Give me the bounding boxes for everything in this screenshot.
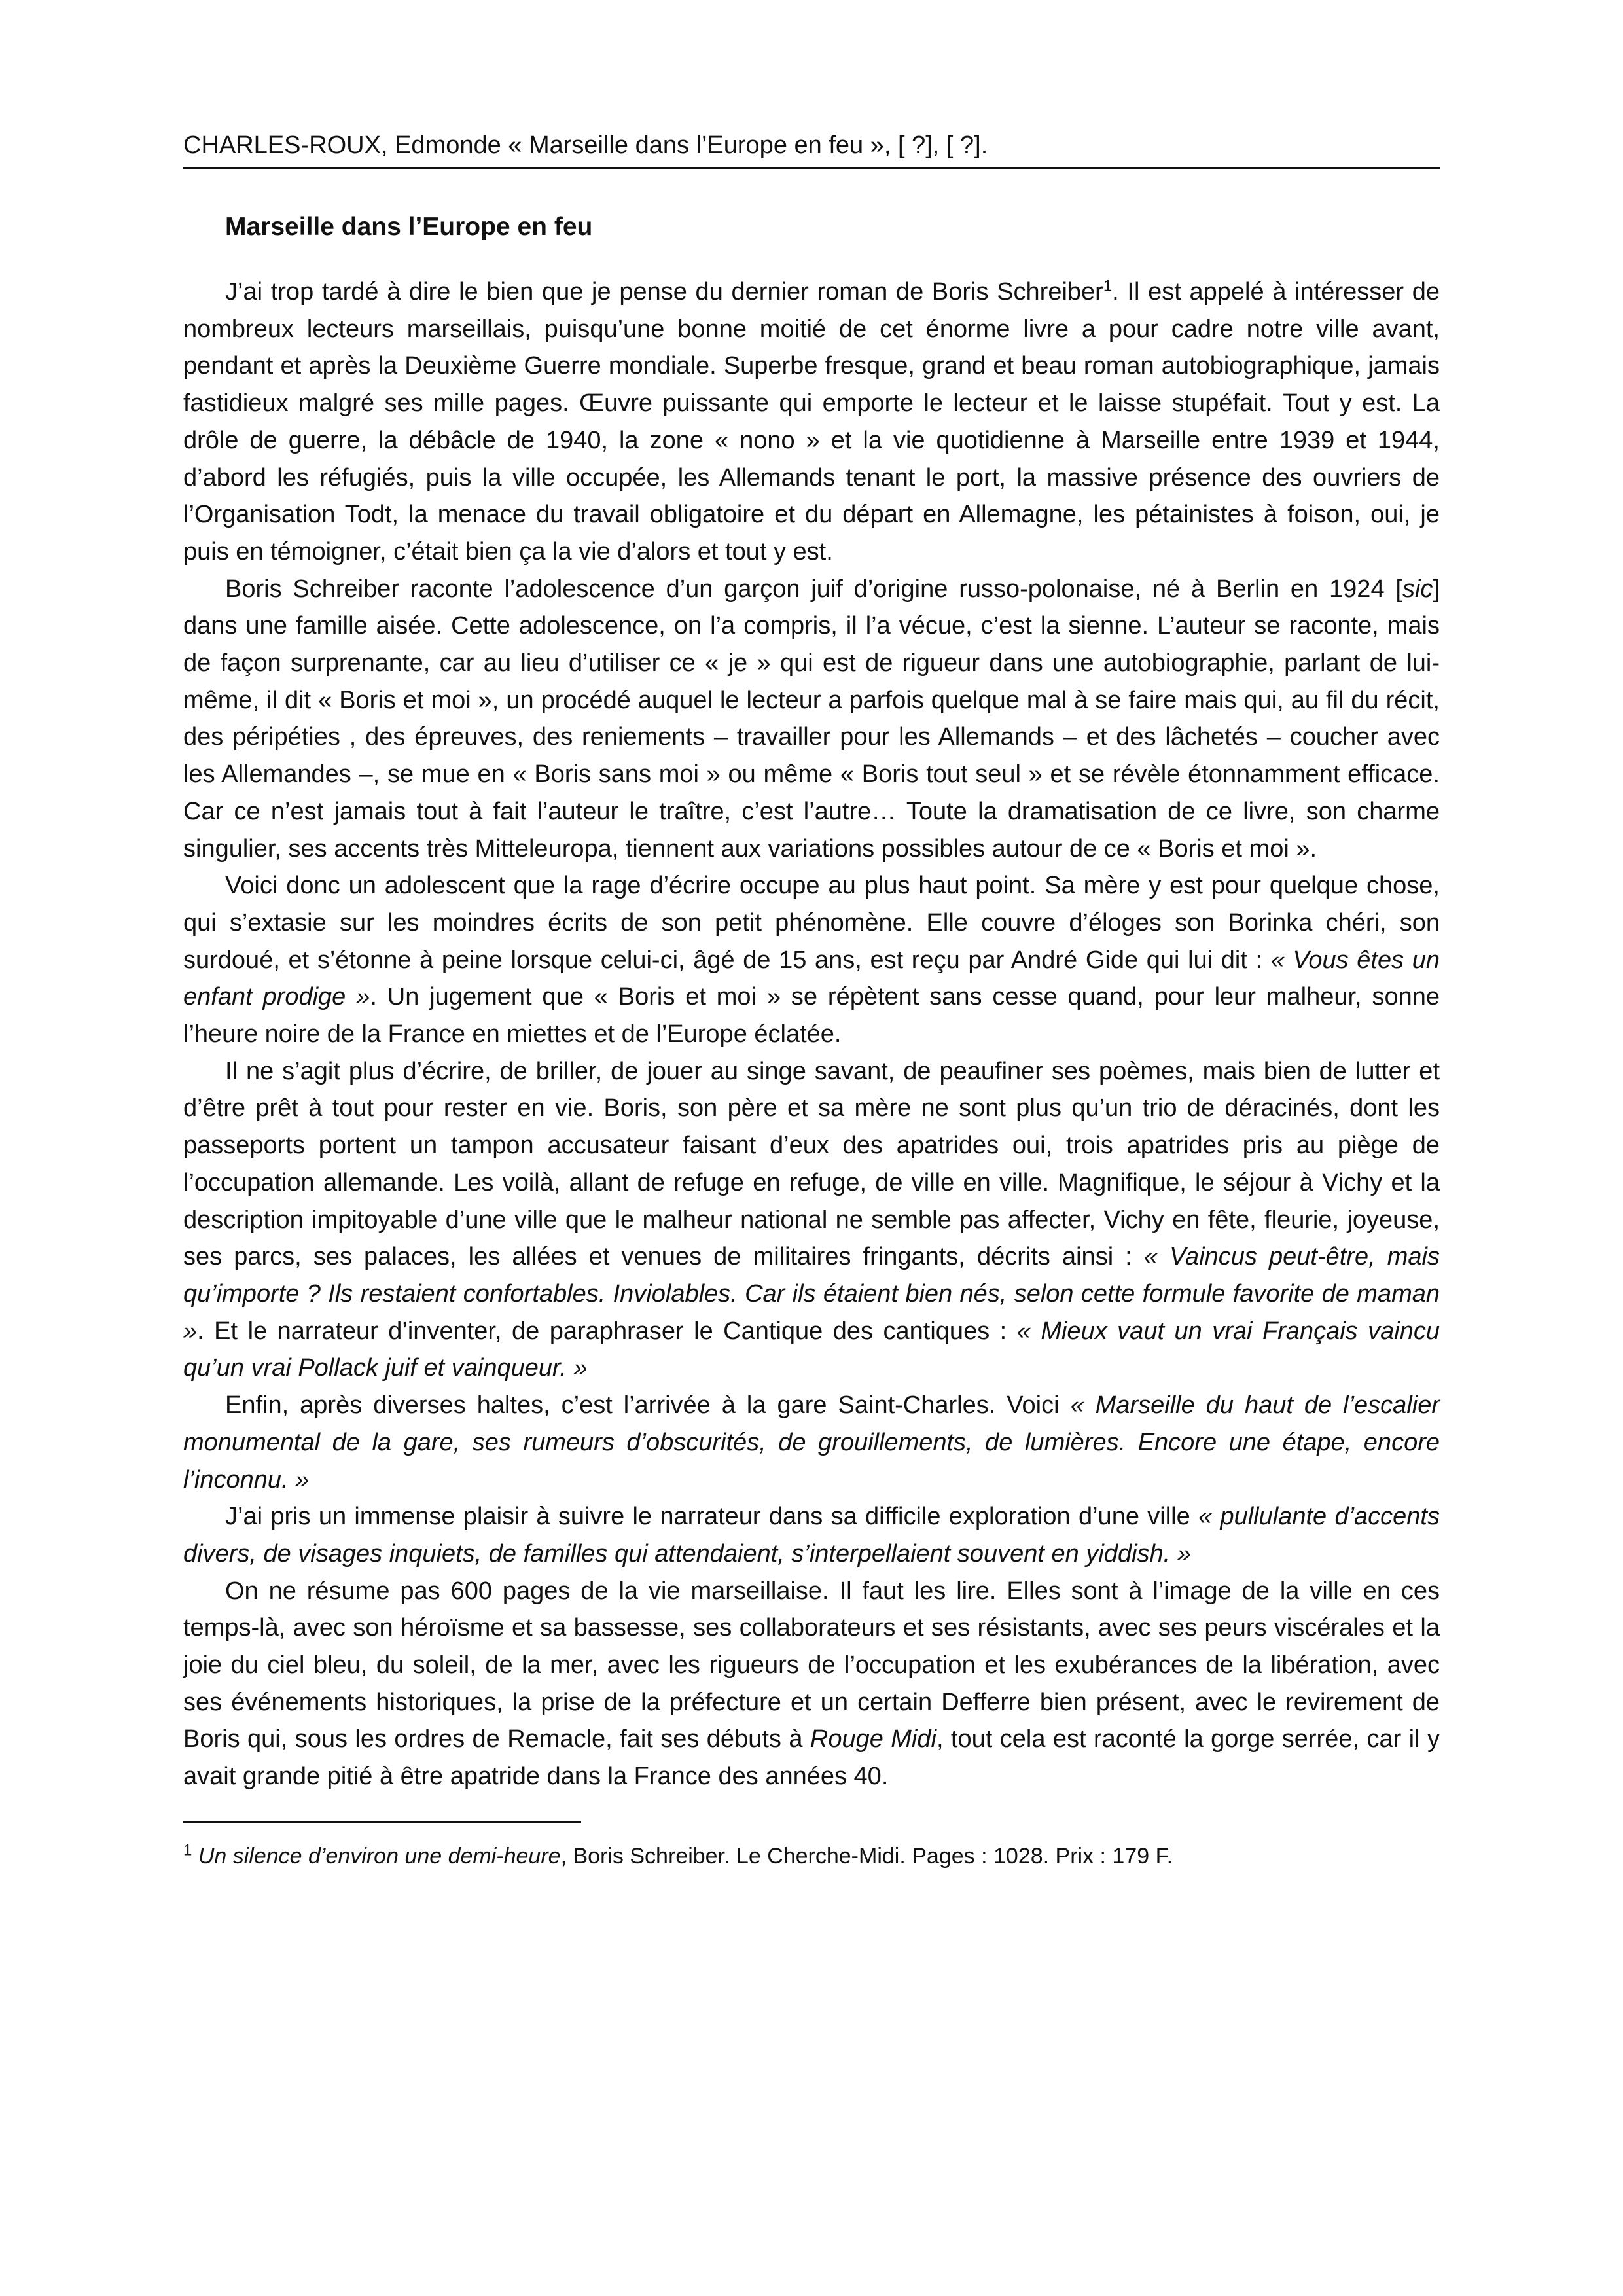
article-body: [183, 274, 1440, 1795]
paragraph-6-text-a: J’ai pris un immense plaisir à suivre le narrateur dans sa difficile exploration d’une ville: [225, 1503, 1199, 1531]
paragraph-7-text-b: , tout cela est raconté la gorge serrée, car il y avait grande pitié à être apatride dans la France des années 40.: [183, 1725, 1440, 1791]
footnote-reference: 1: [1103, 277, 1113, 295]
document-page: [183, 128, 1440, 1872]
paragraph-1-text-b: . Il est appelé à intéresser de nombreux lecteurs marseillais, puisqu’une bonne moitié de cet énorme livre a pour cadre notre ville avant, pendant et après la Deuxième Guerre mondiale. Superbe fresque, grand et beau roman autobiographique, jamais fastidieux malgré ses mille pages. Œuvre puissante qui emporte le lecteur et le laisse stupéfait. Tout y est. La drôle de guerre, la débâcle de 1940, la zone « nono » et la vie quotidienne à Marseille entre 1939 et 1944, d’abord les réfugiés, puis la ville occupée, les Allemands tenant le port, la massive présence des ouvriers de l’Organisation Todt, la menace du travail obligatoire et du départ en Allemagne, les pétainistes à foison, oui, je puis en témoigner, c’était bien ça la vie d’alors et tout y est.: [183, 278, 1440, 565]
paragraph-3-quote: « Vous êtes un enfant prodige »: [183, 946, 1440, 1011]
footnote: [183, 1840, 1440, 1872]
footnote-details: , Boris Schreiber. Le Cherche-Midi. Pages : 1028. Prix : 179 F.: [560, 1843, 1173, 1869]
paragraph-5-quote: « Marseille du haut de l’escalier monumental de la gare, ses rumeurs d’obscurités, de grouillements, de lumières. Encore une étape, encore l’inconnu. »: [183, 1391, 1440, 1494]
paragraph-2-text-a: Boris Schreiber raconte l’adolescence d’un garçon juif d’origine russo-polonaise, né à Berlin en 1924 [: [225, 575, 1402, 603]
paragraph-4-quote-1: « Vaincus peut-être, mais qu’importe ? Ils restaient confortables. Inviolables. Car ils étaient bien nés, selon cette formule favorite de maman »: [183, 1243, 1440, 1345]
footnote-book-title: Un silence d’environ une demi-heure: [198, 1843, 561, 1869]
paragraph-3-text-b: . Un jugement que « Boris et moi » se répètent sans cesse quand, pour leur malheur, sonne l’heure noire de la France en miettes et de l’Europe éclatée.: [183, 983, 1440, 1049]
paragraph-3: [183, 867, 1440, 1053]
paragraph-2-text-b: ] dans une famille aisée. Cette adolescence, on l’a compris, il l’a vécue, c’est la sienne. L’auteur se raconte, mais de façon surprenante, car au lieu d’utiliser ce « je » qui est de rigueur dans une autobiographie, parlant de lui-même, il dit « Boris et moi », un procédé auquel le lecteur a parfois quelque mal à se faire mais qui, au fil du récit, des péripéties , des épreuves, des reniements – travailler pour les Allemands – et des lâchetés – coucher avec les Allemandes –, se mue en « Boris sans moi » ou même « Boris tout seul » et se révèle étonnamment efficace. Car ce n’est jamais tout à fait l’auteur le traître, c’est l’autre… Toute la dramatisation de ce livre, son charme singulier, ses accents très Mitteleuropa, tiennent aux variations possibles autour de ce « Boris et moi ».: [183, 575, 1440, 863]
footnote-number: 1: [183, 1841, 192, 1859]
footnote-separator: [183, 1821, 581, 1823]
paragraph-5-text-a: Enfin, après diverses haltes, c’est l’arrivée à la gare Saint-Charles. Voici: [225, 1391, 1071, 1420]
paragraph-4: [183, 1053, 1440, 1387]
article-title: Marseille dans l’Europe en feu: [225, 213, 593, 241]
sic-note: sic: [1402, 575, 1433, 603]
paragraph-7-text-a: On ne résume pas 600 pages de la vie marseillaise. Il faut les lire. Elles sont à l’image de la ville en ces temps-là, avec son héroïsme et sa bassesse, ses collaborateurs et ses résistants, avec ses peurs viscérales et la joie du ciel bleu, du soleil, de la mer, avec les rigueurs de l’occupation et les exubérances de la libération, avec ses événements historiques, la prise de la préfecture et un certain Defferre bien présent, avec le revirement de Boris qui, sous les ordres de Remacle, fait ses débuts à: [183, 1577, 1440, 1753]
newspaper-name: Rouge Midi: [810, 1725, 936, 1753]
paragraph-2: [183, 571, 1440, 868]
paragraph-4-quote-2: « Mieux vaut un vrai Français vaincu qu’un vrai Pollack juif et vainqueur. »: [183, 1317, 1440, 1382]
paragraph-4-text-a: Il ne s’agit plus d’écrire, de briller, de jouer au singe savant, de peaufiner ses poèmes, mais bien de lutter et d’être prêt à tout pour rester en vie. Boris, son père et sa mère ne sont plus qu’un trio de déracinés, dont les passeports portent un tampon accusateur faisant d’eux des apatrides oui, trois apatrides pris au piège de l’occupation allemande. Les voilà, allant de refuge en refuge, de ville en ville. Magnifique, le séjour à Vichy et la description impitoyable d’une ville que le malheur national ne semble pas affecter, Vichy en fête, fleurie, joyeuse, ses parcs, ses palaces, les allées et venues de militaires fringants, décrits ainsi :: [183, 1057, 1440, 1271]
running-header: CHARLES-ROUX, Edmonde « Marseille dans l’Europe en feu », [ ?], [ ?].: [183, 128, 1440, 169]
paragraph-7: [183, 1573, 1440, 1795]
paragraph-6: [183, 1498, 1440, 1572]
paragraph-1-text-a: J’ai trop tardé à dire le bien que je pense du dernier roman de Boris Schreiber: [225, 278, 1103, 306]
paragraph-1: [183, 274, 1440, 571]
paragraph-4-text-b: . Et le narrateur d’inventer, de paraphraser le Cantique des cantiques :: [197, 1317, 1017, 1345]
paragraph-6-quote: « pullulante d’accents divers, de visages inquiets, de familles qui attendaient, s’interpellaient souvent en yiddish. »: [183, 1503, 1440, 1568]
paragraph-5: [183, 1387, 1440, 1498]
paragraph-3-text-a: Voici donc un adolescent que la rage d’écrire occupe au plus haut point. Sa mère y est pour quelque chose, qui s’extasie sur les moindres écrits de son petit phénomène. Elle couvre d’éloges son Borinka chéri, son surdoué, et s’étonne à peine lorsque celui-ci, âgé de 15 ans, est reçu par André Gide qui lui dit :: [183, 872, 1440, 974]
